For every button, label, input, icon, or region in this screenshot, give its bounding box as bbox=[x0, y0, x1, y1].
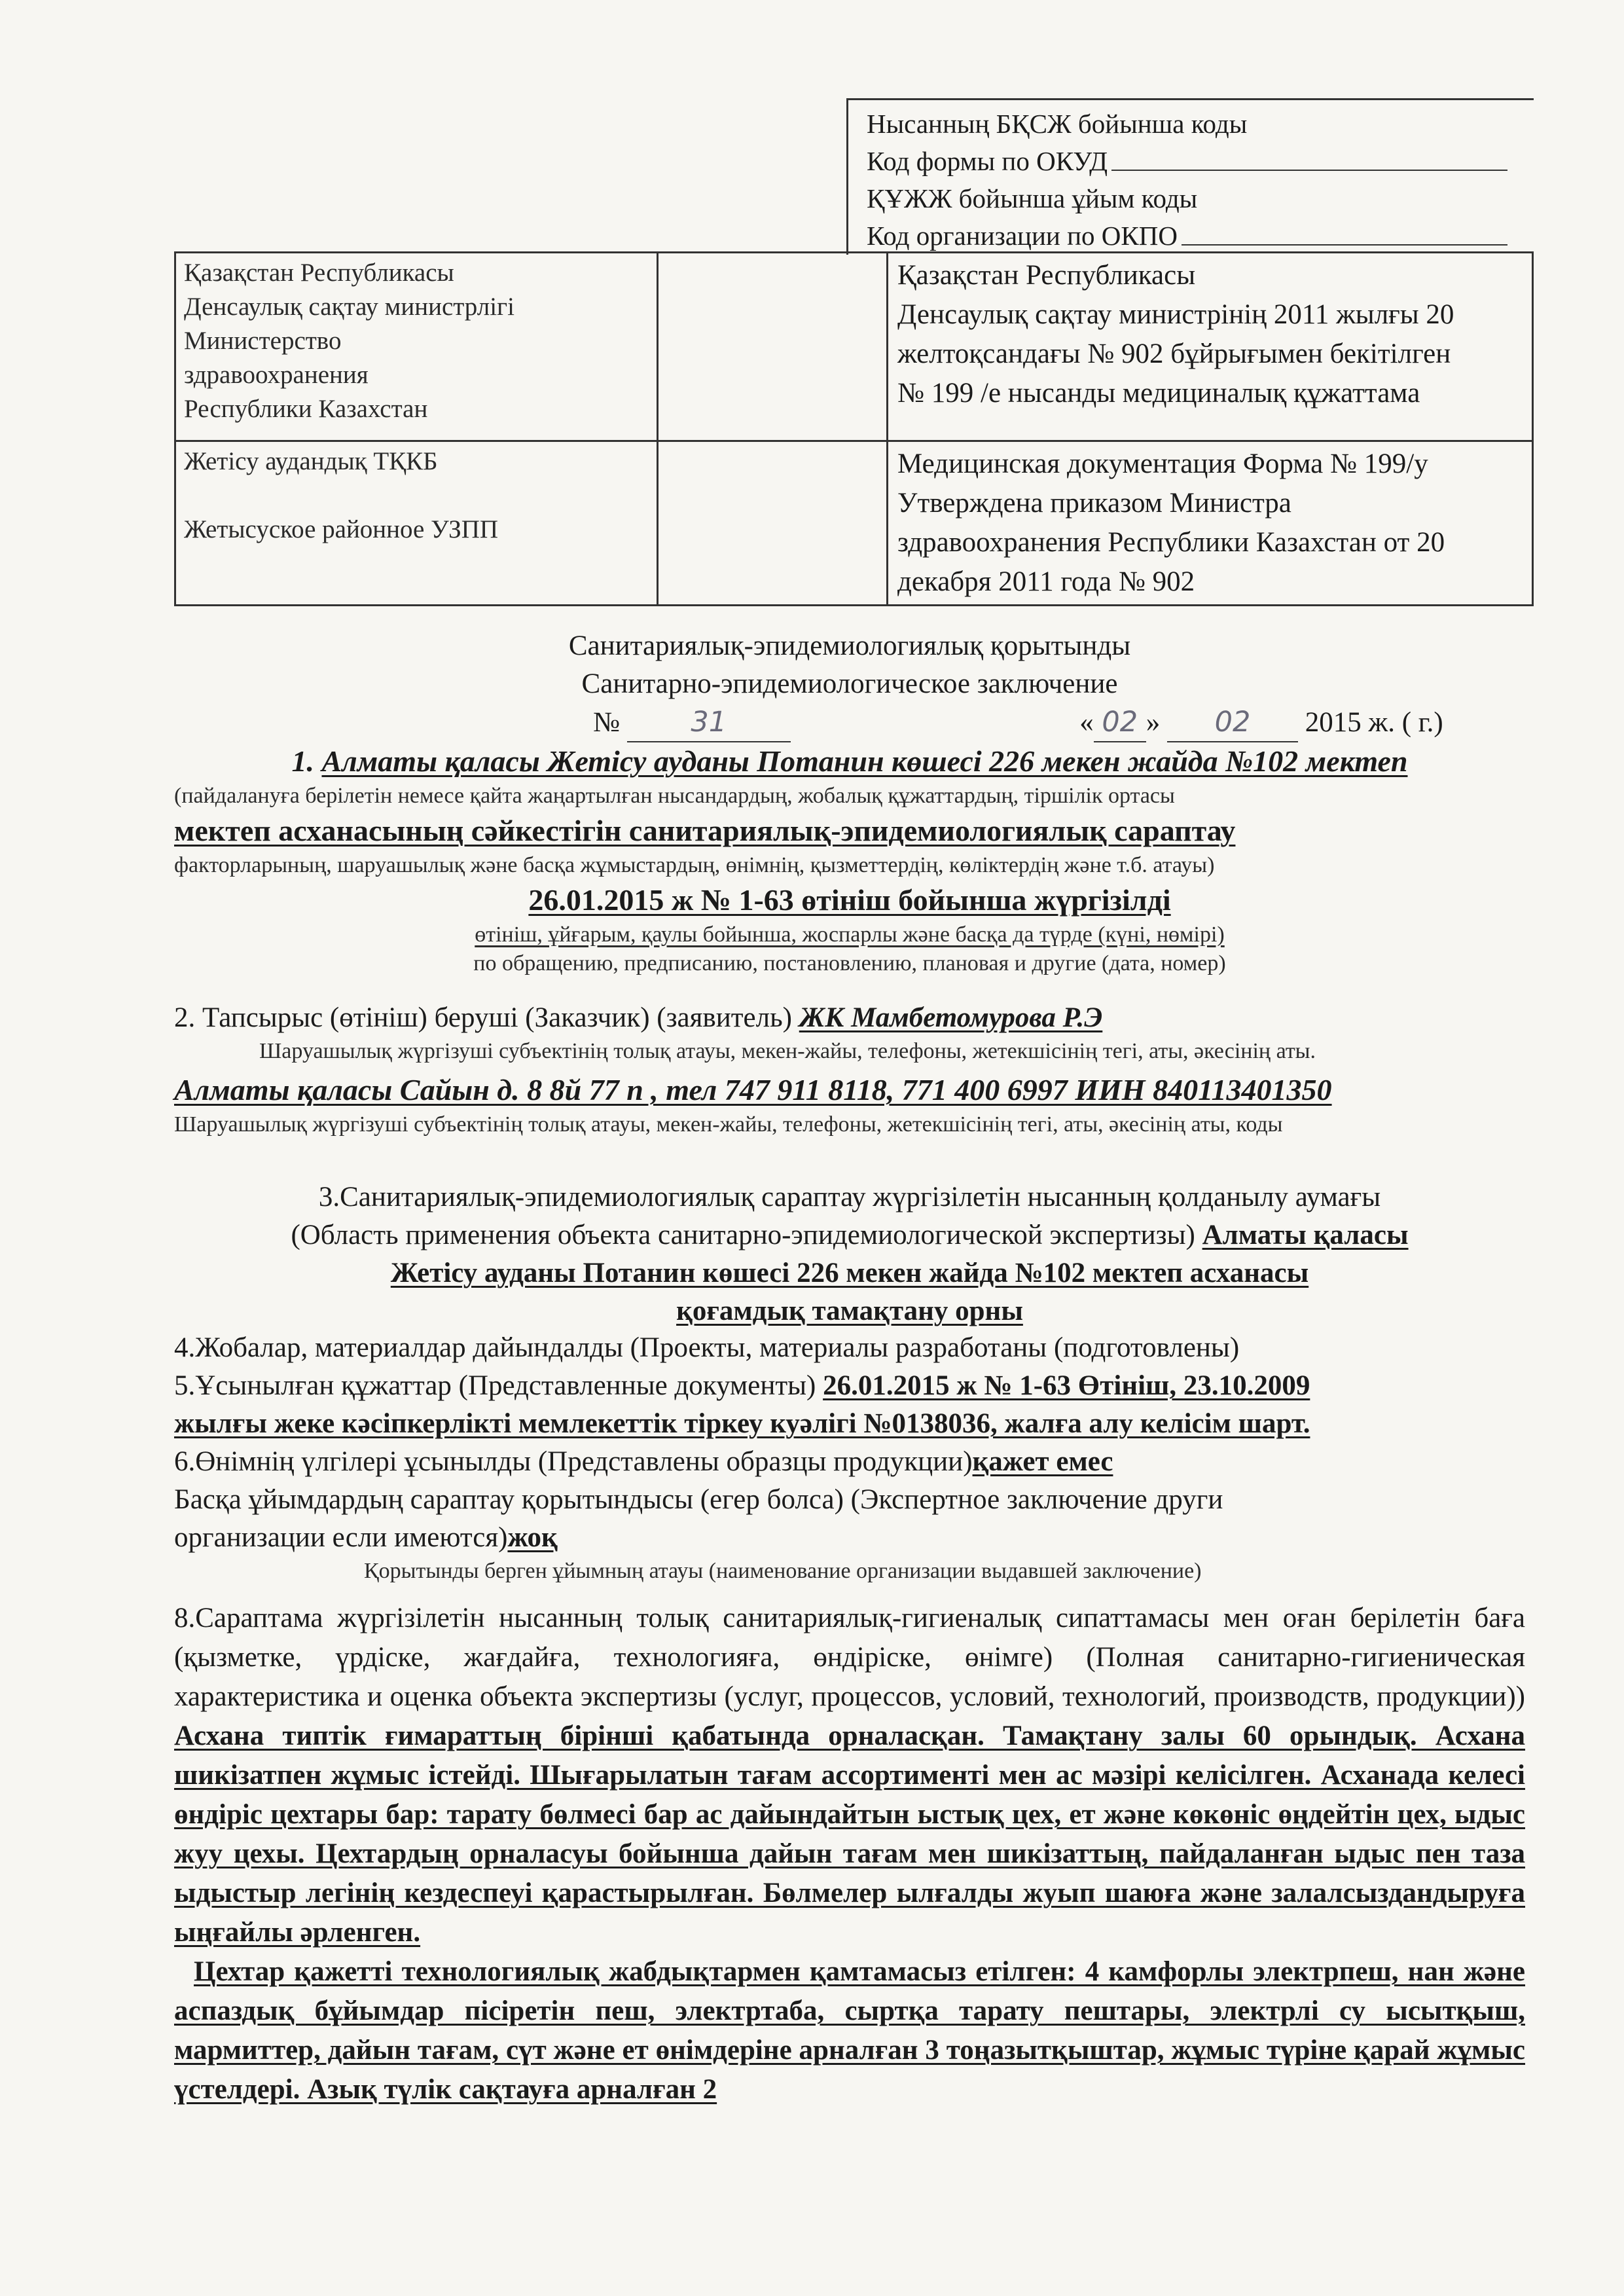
form-kz-line: желтоқсандағы № 902 бұйрығымен бекітілген bbox=[897, 338, 1451, 369]
form-kz-line: Қазақстан Республикасы bbox=[897, 260, 1196, 291]
description-value: Цехтар қажетті технологиялық жабдықтармен қамтамасыз етілген: 4 камфорлы электрпеш, нан және аспаздық бұйымдар пісіретін пеш, электртаба, сыртқа тарату пештары, электрлі су ысытқыш, мармиттер, дайын тағам, сүт және ет өнімдеріне арналған 3 тоңазытқыштар, жұмыс түріне қарай жұмыс үстелдері. Азық түлік сақтауға арналған 2 bbox=[174, 1956, 1525, 2105]
section-5-line bbox=[174, 1367, 1525, 1405]
form-ru-line: здравоохранения Республики Казахстан от 20 bbox=[897, 527, 1445, 558]
form-approval-kz-cell bbox=[888, 253, 1533, 441]
scope-value: Алматы қаласы bbox=[1202, 1220, 1409, 1250]
section-3 bbox=[174, 1178, 1525, 1330]
object-line bbox=[174, 741, 1525, 782]
number-value: 31 bbox=[627, 703, 791, 742]
ministry-kz-line: Қазақстан Республикасы bbox=[184, 259, 454, 287]
scope-value: қоғамдық тамақтану орны bbox=[676, 1296, 1023, 1326]
scope-label-kz: 3.Санитариялық-эпидемиологиялық сараптау жүргізілетін нысанның қолданылу аумағы bbox=[318, 1182, 1381, 1212]
sections-4-7 bbox=[174, 1329, 1525, 1586]
ministry-ru-line: здравоохранения bbox=[184, 361, 369, 389]
date-day: 02 bbox=[1094, 703, 1146, 742]
other-expertise-label: Басқа ұйымдардың сараптау қорытындысы (егер болса) (Экспертное заключение други bbox=[174, 1484, 1223, 1515]
section-2 bbox=[174, 999, 1525, 1139]
form-codes bbox=[846, 98, 1534, 255]
hint: Шаруашылық жүргізуші субъектінің толық атауы, мекен-жайы, телефоны, жетекшісінің тегі, аты, әкесінің аты. bbox=[259, 1039, 1316, 1063]
documents-value: жылғы жеке кәсіпкерлікті мемлекеттік тіркеу куәлігі №0138036, жалға алу келісім шарт. bbox=[174, 1408, 1310, 1439]
other-expertise-value: жоқ bbox=[507, 1522, 558, 1553]
number-label: № bbox=[593, 707, 621, 738]
customer-label: 2. Тапсырыс (өтініш) беруші (Заказчик) (заявитель) bbox=[174, 1002, 793, 1033]
scope-label-ru: (Область применения объекта санитарно-эпидемиологической экспертизы) bbox=[291, 1220, 1195, 1250]
ministry-kz-line: Денсаулық сақтау министрлігі bbox=[184, 293, 514, 321]
samples-label: 6.Өнімнің үлгілері ұсынылды (Представлены образцы продукции) bbox=[174, 1446, 973, 1477]
blank-cell bbox=[658, 441, 888, 606]
hint: по обращению, предписанию, постановлению, плановая и другие (дата, номер) bbox=[473, 951, 1226, 975]
description-value: Асхана типтік ғимараттың бірінші қабатында орналасқан. Тамақтану залы 60 орындық. Асхана шикізатпен жұмыс істейді. Шығарылатын тағам ассортименті мен ас мәзірі келісілген. Асханада келесі өндіріс цехтары бар: тарату бөлмесі бар ас дайындайтын ыстық цех, ет және көкөніс өңдейтін цех, ыдыс жуу цехы. Цехтардың орналасуы бойынша дайын тағам мен шикізаттың, пайдаланған ыдыс пен таза ыдыстыр легінің кездеспеуі қарастырылған. Бөлмелер ылғалды жуып шаюға және залалсыздандыруға ыңғайлы әрленген. bbox=[174, 1721, 1525, 1948]
form-approval-ru-cell bbox=[888, 441, 1533, 606]
form-ru-line: Утверждена приказом Министра bbox=[897, 488, 1291, 519]
ministry-ru-line: Республики Казахстан bbox=[184, 395, 428, 423]
form-ru-line: Медицинская документация Форма № 199/у bbox=[897, 448, 1428, 479]
ministry-cell bbox=[175, 253, 658, 441]
other-expertise-label: организации если имеются) bbox=[174, 1522, 508, 1553]
code-line: Код организации по ОКПО bbox=[867, 217, 1534, 255]
title-ru: Санитарно-эпидемиологическое заключение bbox=[581, 668, 1118, 699]
section-number: 1. bbox=[291, 744, 314, 778]
code-line: ҚҰЖЖ бойынша ұйым коды bbox=[867, 183, 1198, 213]
hint: өтініш, ұйғарым, қаулы бойынша, жоспарлы және басқа да түрде (күні, нөмірі) bbox=[475, 922, 1225, 947]
expertise-basis: 26.01.2015 ж № 1-63 өтініш бойынша жүргізілді bbox=[528, 883, 1171, 917]
scope-value: Жетісу ауданы Потанин көшесі 226 мекен жайда №102 мектеп асханасы bbox=[390, 1258, 1309, 1288]
section-1 bbox=[174, 741, 1525, 978]
customer-line bbox=[174, 999, 1525, 1037]
hint: факторларының, шаруашылық және басқа жұмыстардың, өнімнің, қызметтердің, көліктердің және т.б. атауы) bbox=[174, 853, 1215, 877]
org-ru: Жетысуское районное УЗПП bbox=[184, 515, 499, 543]
documents-value: 26.01.2015 ж № 1-63 Өтініш, 23.10.2009 bbox=[823, 1370, 1310, 1401]
ministry-ru-line: Министерство bbox=[184, 327, 342, 355]
date-quote: » bbox=[1146, 707, 1161, 738]
date-year: 2015 ж. ( г.) bbox=[1305, 707, 1443, 738]
description-label: 8.Сараптама жүргізілетін нысанның толық санитариялық-гигиеналық сипаттамасы мен оған берілетін баға (қызметке, үрдіске, жағдайға, технологияға, өндіріске, өнімге) (Полная санитарно-гигиеническая характеристика и оценка объекта экспертизы (услуг, процессов, условий, технологий, производств, продукции)) bbox=[174, 1603, 1525, 1712]
section-4: 4.Жобалар, материалдар дайындалды (Проекты, материалы разработаны (подготовлены) bbox=[174, 1332, 1240, 1363]
customer-address: Алматы қаласы Сайын д. 8 8й 77 п , тел 747 911 8118, 771 400 6997 ИИН 840113401350 bbox=[174, 1073, 1332, 1106]
scope-line bbox=[174, 1216, 1525, 1254]
form-kz-line: Денсаулық сақтау министрінің 2011 жылғы 20 bbox=[897, 299, 1454, 330]
object-name: Алматы қаласы Жетісу ауданы Потанин көшесі 226 мекен жайда №102 мектеп bbox=[321, 744, 1408, 778]
organization-cell bbox=[175, 441, 658, 606]
hint: Шаруашылық жүргізуші субъектінің толық атауы, мекен-жайы, телефоны, жетекшісінің тегі, аты, әкесінің аты, коды bbox=[174, 1112, 1283, 1137]
code-line: Код формы по ОКУД bbox=[867, 143, 1534, 180]
hint: (пайдалануға берілетін немесе қайта жаңартылған нысандардың, жобалық құжаттардың, тіршілік ортасы bbox=[174, 784, 1175, 808]
header-table bbox=[174, 251, 1534, 606]
documents-label: 5.Ұсынылған құжаттар (Представленные документы) bbox=[174, 1370, 816, 1401]
blank-cell bbox=[658, 253, 888, 441]
samples-value: қажет емес bbox=[972, 1446, 1113, 1477]
document-title bbox=[174, 627, 1525, 742]
hint: Қорытынды берген ұйымның атауы (наименование организации выдавшей заключение) bbox=[364, 1559, 1202, 1583]
title-kz: Санитариялық-эпидемиологиялық қорытынды bbox=[568, 630, 1131, 661]
section-8 bbox=[174, 1599, 1525, 2109]
number-date-line bbox=[174, 703, 1525, 742]
form-kz-line: № 199 /е нысанды медициналық құжаттама bbox=[897, 378, 1420, 409]
form-ru-line: декабря 2011 года № 902 bbox=[897, 566, 1195, 597]
expertise-subject: мектеп асханасының сәйкестігін санитариялық-эпидемиологиялық сараптау bbox=[174, 814, 1236, 847]
section-6-line bbox=[174, 1443, 1525, 1481]
date-quote: « bbox=[1079, 707, 1094, 738]
date-month: 02 bbox=[1167, 703, 1298, 742]
section-7-line bbox=[174, 1519, 1525, 1557]
org-kz: Жетісу аудандық ТҚКБ bbox=[184, 447, 438, 475]
customer-name: ЖК Мамбетомурова Р.Э bbox=[799, 1002, 1103, 1033]
code-line: Нысанның БҚСЖ бойынша коды bbox=[867, 109, 1248, 139]
